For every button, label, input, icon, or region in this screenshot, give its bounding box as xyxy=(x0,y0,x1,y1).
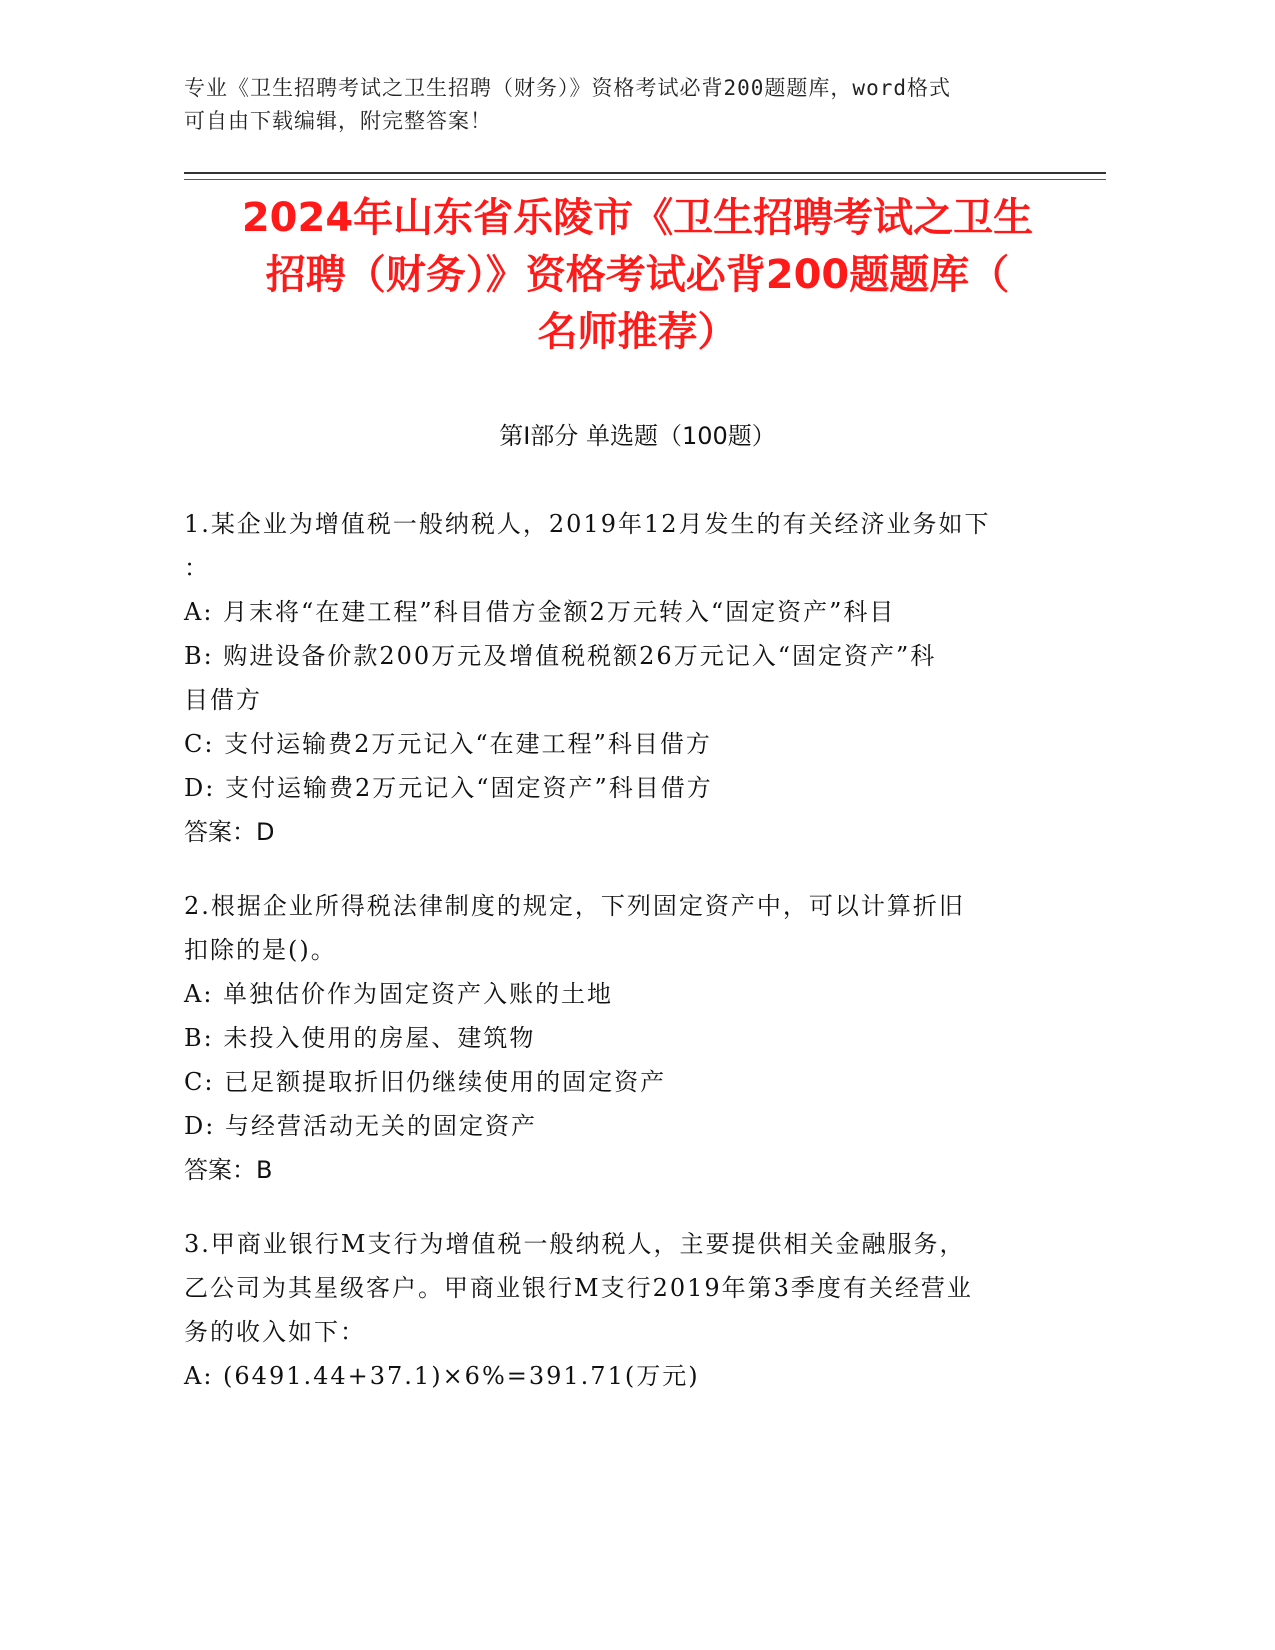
question-stem-line: ： xyxy=(184,554,210,582)
document-title-line-3: 名师推荐） xyxy=(537,309,738,355)
option-b: B: 购进设备价款200万元及增值税税额26万元记入“固定资产”科 xyxy=(184,642,937,670)
option-d: D: 支付运输费2万元记入“固定资产”科目借方 xyxy=(184,774,713,802)
option-c: C: 支付运输费2万元记入“在建工程”科目借方 xyxy=(184,730,712,758)
option-b-continued: 目借方 xyxy=(184,686,262,714)
question-stem-line: 3.甲商业银行M支行为增值税一般纳税人，主要提供相关金融服务， xyxy=(184,1230,966,1258)
option-a: A: 月末将“在建工程”科目借方金额2万元转入“固定资产”科目 xyxy=(184,598,896,626)
header-divider-thin xyxy=(184,179,1106,180)
question-stem-line: 务的收入如下： xyxy=(184,1318,366,1346)
option-a: A: 单独估价作为固定资产入账的土地 xyxy=(184,980,614,1008)
question-1 xyxy=(184,502,1054,854)
option-d: D: 与经营活动无关的固定资产 xyxy=(184,1112,537,1140)
question-stem-line: 乙公司为其星级客户。甲商业银行M支行2019年第3季度有关经营业 xyxy=(184,1274,973,1302)
question-stem-line: 扣除的是()。 xyxy=(184,936,337,964)
question-2 xyxy=(184,884,1054,1192)
header-note xyxy=(184,72,1064,138)
question-stem-line: 1.某企业为增值税一般纳税人，2019年12月发生的有关经济业务如下 xyxy=(184,510,991,538)
option-a: A: (6491.44+37.1)×6%=391.71(万元) xyxy=(184,1362,700,1390)
answer-label: 答案：B xyxy=(184,1156,273,1184)
section-title: 第Ⅰ部分 单选题（100题） xyxy=(499,422,776,450)
answer-label: 答案：D xyxy=(184,818,275,846)
question-stem-line: 2.根据企业所得税法律制度的规定，下列固定资产中，可以计算折旧 xyxy=(184,892,965,920)
document-title-line-2: 招聘（财务）》资格考试必背200题题库（ xyxy=(265,252,1010,298)
question-3 xyxy=(184,1222,1054,1398)
option-b: B: 未投入使用的房屋、建筑物 xyxy=(184,1024,536,1052)
option-c: C: 已足额提取折旧仍继续使用的固定资产 xyxy=(184,1068,667,1096)
question-list xyxy=(184,502,1054,1428)
document-title xyxy=(180,190,1095,361)
document-title-line-1: 2024年山东省乐陵市《卫生招聘考试之卫生 xyxy=(241,195,1034,241)
header-divider-thick xyxy=(184,172,1106,174)
header-note-line-1: 专业《卫生招聘考试之卫生招聘（财务）》资格考试必背200题题库，word格式 xyxy=(184,76,951,100)
header-note-line-2: 可自由下载编辑，附完整答案！ xyxy=(184,109,492,133)
